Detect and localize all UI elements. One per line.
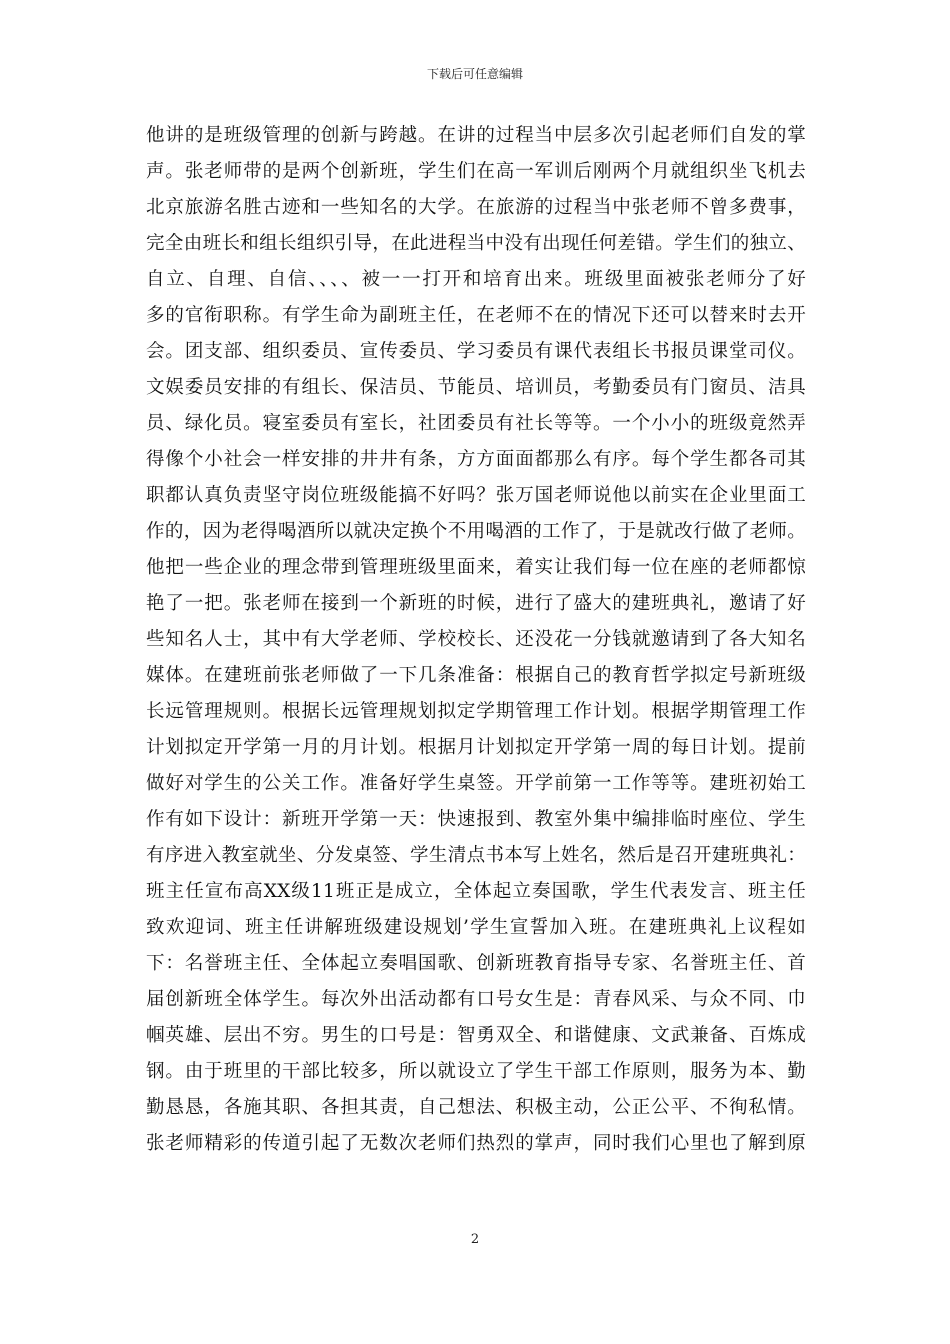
- body-line: 北京旅游名胜古迹和一些知名的大学。在旅游的过程当中张老师不曾多费事，: [146, 197, 806, 218]
- body-line: 员、绿化员。寝室委员有室长，社团委员有社长等等。一个小小的班级竟然弄: [146, 413, 806, 434]
- body-line: 职都认真负责坚守岗位班级能搞不好吗？张万国老师说他以前实在企业里面工: [146, 485, 806, 506]
- body-line: 艳了一把。张老师在接到一个新班的时候，进行了盛大的建班典礼，邀请了好: [146, 593, 806, 614]
- body-line: 作有如下设计：新班开学第一天：快速报到、教室外集中编排临时座位、学生: [146, 809, 806, 830]
- body-line: 文娱委员安排的有组长、保洁员、节能员、培训员，考勤委员有门窗员、洁具: [146, 377, 806, 398]
- page-number: 2: [470, 1232, 480, 1247]
- body-line: 计划拟定开学第一月的月计划。根据月计划拟定开学第一周的每日计划。提前: [146, 737, 806, 758]
- body-line: 他讲的是班级管理的创新与跨越。在讲的过程当中层多次引起老师们自发的掌: [146, 125, 806, 146]
- document-body: [146, 118, 806, 1162]
- body-line: 帼英雄、层出不穷。男生的口号是：智勇双全、和谐健康、文武兼备、百炼成: [146, 1025, 806, 1046]
- body-line: 声。张老师带的是两个创新班，学生们在高一军训后刚两个月就组织坐飞机去: [146, 161, 806, 182]
- body-line: 届创新班全体学生。每次外出活动都有口号女生是：青春风采、与众不同、巾: [146, 989, 806, 1010]
- body-line: 作的，因为老得喝酒所以就决定换个不用喝酒的工作了，于是就改行做了老师。: [146, 521, 806, 542]
- body-line: 些知名人士，其中有大学老师、学校校长、还没花一分钱就邀请到了各大知名: [146, 629, 806, 650]
- body-line: 长远管理规则。根据长远管理规划拟定学期管理工作计划。根据学期管理工作: [146, 701, 806, 722]
- body-line: 会。团支部、组织委员、宣传委员、学习委员有课代表组长书报员课堂司仪。: [146, 341, 806, 362]
- body-line: 媒体。在建班前张老师做了一下几条准备：根据自己的教育哲学拟定号新班级: [146, 665, 806, 686]
- body-line: 致欢迎词、班主任讲解班级建设规划’学生宣誓加入班。在建班典礼上议程如: [146, 917, 806, 938]
- body-line: 做好对学生的公关工作。准备好学生桌签。开学前第一工作等等。建班初始工: [146, 773, 806, 794]
- body-line: 多的官衔职称。有学生命为副班主任，在老师不在的情况下还可以替来时去开: [146, 305, 806, 326]
- body-line: 有序进入教室就坐、分发桌签、学生清点书本写上姓名，然后是召开建班典礼：: [146, 845, 806, 866]
- body-line: 下：名誉班主任、全体起立奏唱国歌、创新班教育指导专家、名誉班主任、首: [146, 953, 806, 974]
- body-line: 完全由班长和组长组织引导，在此进程当中没有出现任何差错。学生们的独立、: [146, 233, 806, 254]
- body-line: 张老师精彩的传道引起了无数次老师们热烈的掌声，同时我们心里也了解到原: [146, 1133, 806, 1154]
- body-line: 勤恳恳，各施其职、各担其责，自己想法、积极主动，公正公平、不徇私情。: [146, 1097, 806, 1118]
- body-line: 钢。由于班里的干部比较多，所以就设立了学生干部工作原则，服务为本、勤: [146, 1061, 806, 1082]
- page-header: 下载后可任意编辑: [426, 67, 523, 81]
- body-line: 得像个小社会一样安排的井井有条，方方面面都那么有序。每个学生都各司其: [146, 449, 806, 470]
- body-line: 班主任宣布高XX级11班正是成立，全体起立奏国歌，学生代表发言、班主任: [146, 881, 806, 902]
- body-line: 他把一些企业的理念带到管理班级里面来，着实让我们每一位在座的老师都惊: [146, 557, 806, 578]
- body-line: 自立、自理、自信、、、、被一一打开和培育出来。班级里面被张老师分了好: [146, 269, 806, 290]
